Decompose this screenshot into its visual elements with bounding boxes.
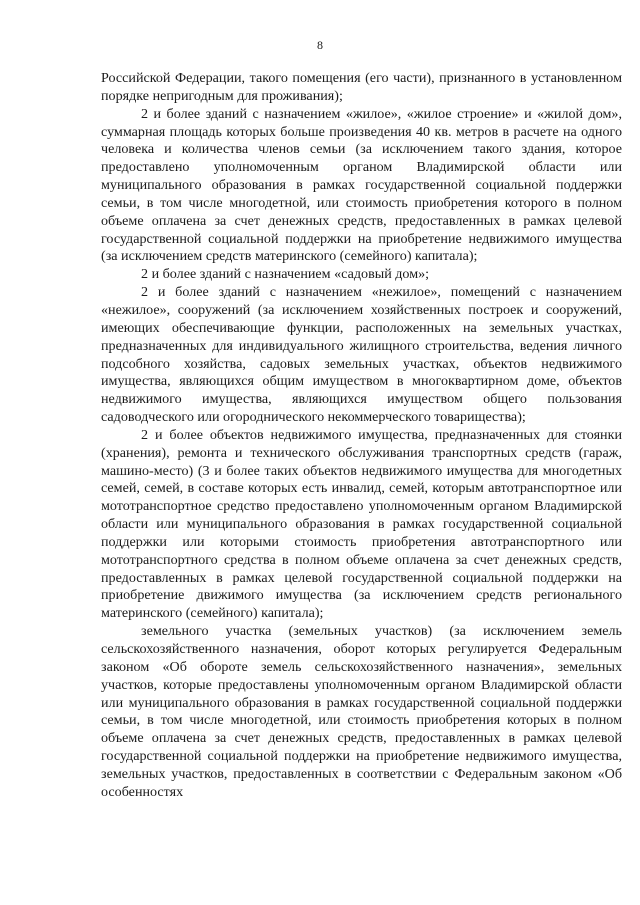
- paragraph-garages-parking: 2 и более объектов недвижимого имущества, предназначенных для стоянки (хранения), ремонта и технического обслуживания транспортных средств (гараж, машино-место) (3 и более таких объектов недвижимого имущества для многодетных семей, семей, в составе которых есть инвалид, семей, которым автотранспортное или мототранспортное средство предоставлено уполномоченным органом Владимирской области или муниципального образования в рамках государственной социальной поддержки или которыми стоимость приобретения автотранспортного или мототранспортного средства в полном объеме оплачена за счет денежных средств, предоставленных в рамках целевой государственной социальной поддержки на приобретение движимого имущества (за исключением средств регионального материнского (семейного) капитала);: [101, 426, 622, 622]
- paragraph-non-residential-buildings: 2 и более зданий с назначением «нежилое», помещений с назначением «нежилое», сооружений (за исключением хозяйственных построек и сооружений, имеющих обеспечивающие функции, расположенных на земельных участках, предназначенных для индивидуального жилищного строительства, ведения личного подсобного хозяйства, садовых земельных участках, объектов недвижимого имущества, являющихся общим имуществом в многоквартирном доме, объектов недвижимого имущества, являющихся имуществом общего пользования садоводческого или огороднического некоммерческого товарищества);: [101, 284, 622, 426]
- paragraph-garden-houses: 2 и более зданий с назначением «садовый дом»;: [141, 266, 430, 283]
- page-number: 8: [317, 38, 323, 52]
- document-body: [101, 70, 622, 802]
- paragraph-residential-buildings: 2 и более зданий с назначением «жилое», «жилое строение» и «жилой дом», суммарная площадь которых больше произведения 40 кв. метров в расчете на одного человека и количества членов семьи (за исключением такого здания, которое предоставлено уполномоченным органом Владимирской области или муниципального образования в рамках государственной социальной поддержки семьи, в том числе многодетной, или стоимость приобретения которого в полном объеме оплачена за счет денежных средств, предоставленных в рамках целевой государственной социальной поддержки на приобретение недвижимого имущества (за исключением средств материнского (семейного) капитала);: [101, 105, 622, 265]
- paragraph-land-plots: земельного участка (земельных участков) (за исключением земель сельскохозяйственного назначения, оборот которых регулируется Федеральным законом «Об обороте земель сельскохозяйственного назначения», земельных участков, которые предоставлены уполномоченным органом Владимирской области или муниципального образования в рамках государственной социальной поддержки семьи, в том числе многодетной, или стоимость приобретения которых в полном объеме оплачена за счет денежных средств, предоставленных в рамках целевой государственной социальной поддержки на приобретение недвижимого имущества, земельных участков, предоставленных в соответствии с Федеральным законом «Об особенностях: [101, 623, 622, 800]
- paragraph-continuation: Российской Федерации, такого помещения (его части), признанного в установленном порядке непригодным для проживания);: [101, 70, 622, 104]
